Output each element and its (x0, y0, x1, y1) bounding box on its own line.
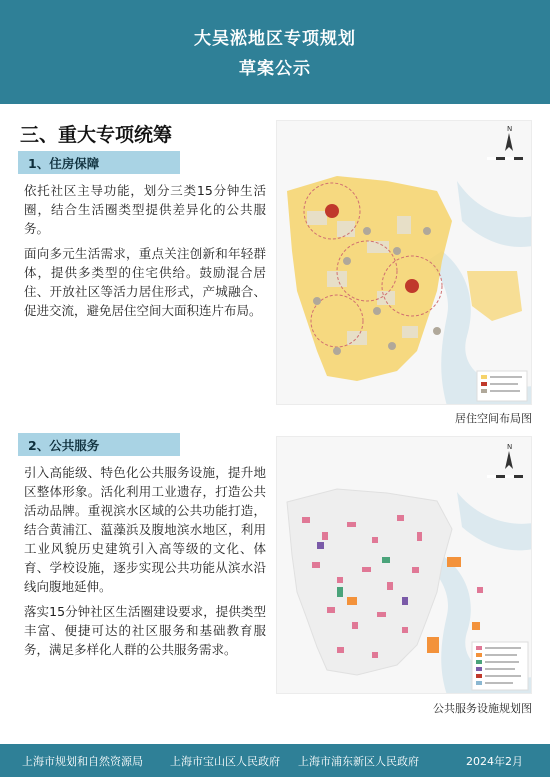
public-services-paragraph-2: 落实15分钟社区生活圈建设要求，提供类型丰富、便捷可达的社区服务和基础教育服务，满足多样化人群的公共服务需求。 (24, 604, 266, 657)
footer-bar (0, 744, 550, 777)
footer-org-pudong: 上海市浦东新区人民政府 (298, 755, 419, 768)
map-legend (477, 371, 527, 401)
public-services-heading: 2、公共服务 (18, 433, 180, 456)
footer-org-baoshan: 上海市宝山区人民政府 (170, 755, 280, 768)
public-services-map (276, 436, 532, 694)
housing-paragraph-2: 面向多元生活需求，重点关注创新和年轻群体，提供多类型的住宅供给。鼓励混合居住、开放社区等活力居住形式，产城融合、促进交流，避免居住空间大面积连片布局。 (24, 246, 266, 318)
section-title: 三、重大专项统筹 (20, 124, 173, 146)
housing-layout-map (276, 120, 532, 405)
page-title: 大吴淞地区专项规划 (194, 29, 356, 49)
scale-bar-icon (487, 157, 523, 160)
svg-text:N: N (507, 125, 513, 133)
public-services-map-caption: 公共服务设施规划图 (433, 702, 532, 715)
svg-text:N: N (507, 443, 513, 451)
footer-date: 2024年2月 (466, 755, 523, 768)
public-services-paragraph-1: 引入高能级、特色化公共服务设施，提升地区整体形象。活化利用工业遗存，打造公共活动品牌。重视滨水区域的公共功能打造，结合黄浦江、蕰藻浜及腹地滨水地区，利用工业风貌历史建筑引入高等级的文化、体育、学校设施，逐步实现公共功能从滨水沿线向腹地延伸。 (24, 465, 266, 594)
header-banner (0, 0, 550, 104)
housing-paragraph-1: 依托社区主导功能，划分三类15分钟生活圈，结合生活圈类型提供差异化的公共服务。 (24, 183, 266, 236)
scale-bar-icon (487, 475, 523, 478)
housing-heading: 1、住房保障 (18, 151, 180, 174)
housing-map-caption: 居住空间布局图 (455, 412, 532, 425)
map-legend (472, 642, 528, 690)
footer-org-planning: 上海市规划和自然资源局 (22, 755, 143, 768)
page-subtitle: 草案公示 (239, 59, 311, 79)
